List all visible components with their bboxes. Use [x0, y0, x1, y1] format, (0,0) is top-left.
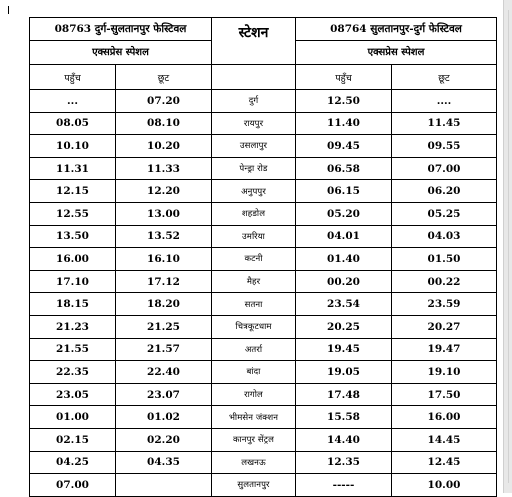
right-departure-time: 10.00 — [392, 474, 497, 497]
left-departure-time: 22.40 — [116, 361, 212, 384]
right-arrival-time: ----- — [296, 474, 392, 497]
left-departure-time: 18.20 — [116, 293, 212, 316]
station-name: बांदा — [212, 361, 296, 384]
left-train-subtitle: एक्सप्रेस स्पेशल — [30, 41, 212, 65]
table-row — [30, 248, 497, 271]
right-departure-time: 19.47 — [392, 338, 497, 361]
right-departure-time: .... — [392, 90, 497, 113]
table-row — [30, 225, 497, 248]
left-departure-time: 02.20 — [116, 428, 212, 451]
right-departure-time: 04.03 — [392, 225, 497, 248]
left-arrival-time: 02.15 — [30, 428, 116, 451]
station-name: उसलापुर — [212, 135, 296, 158]
station-name: सतना — [212, 293, 296, 316]
right-departure-time: 23.59 — [392, 293, 497, 316]
station-name: मैहर — [212, 270, 296, 293]
station-name: रायपुर — [212, 112, 296, 135]
left-departure-header: छूट — [116, 65, 212, 90]
left-departure-time: 21.57 — [116, 338, 212, 361]
left-arrival-time: 21.23 — [30, 315, 116, 338]
left-departure-time: 11.33 — [116, 157, 212, 180]
left-departure-time: 07.20 — [116, 90, 212, 113]
right-arrival-time: 19.05 — [296, 361, 392, 384]
right-arrival-time: 01.40 — [296, 248, 392, 271]
right-departure-time: 01.50 — [392, 248, 497, 271]
station-name: रागोल — [212, 383, 296, 406]
right-train-subtitle: एक्सप्रेस स्पेशल — [296, 41, 497, 65]
left-arrival-time: 12.55 — [30, 202, 116, 225]
right-departure-time: 19.10 — [392, 361, 497, 384]
left-arrival-time: 07.00 — [30, 474, 116, 497]
left-arrival-time: 10.10 — [30, 135, 116, 158]
station-name: अतर्रा — [212, 338, 296, 361]
left-departure-time: 01.02 — [116, 406, 212, 429]
right-departure-time: 07.00 — [392, 157, 497, 180]
left-arrival-time: 22.35 — [30, 361, 116, 384]
right-arrival-time: 17.48 — [296, 383, 392, 406]
right-arrival-time: 12.35 — [296, 451, 392, 474]
left-arrival-time: ... — [30, 90, 116, 113]
scrollbar-track — [508, 10, 509, 483]
right-arrival-time: 04.01 — [296, 225, 392, 248]
right-arrival-header: पहुँच — [296, 65, 392, 90]
table-row — [30, 90, 497, 113]
left-departure-time: 16.10 — [116, 248, 212, 271]
right-departure-header: छूट — [392, 65, 497, 90]
right-arrival-time: 11.40 — [296, 112, 392, 135]
right-departure-time: 06.20 — [392, 180, 497, 203]
left-departure-time: 21.25 — [116, 315, 212, 338]
left-arrival-time: 04.25 — [30, 451, 116, 474]
left-arrival-header: पहुँच — [30, 65, 116, 90]
station-name: भीमसेन जंक्शन — [212, 406, 296, 429]
left-departure-time: 12.20 — [116, 180, 212, 203]
table-row — [30, 135, 497, 158]
right-departure-time: 11.45 — [392, 112, 497, 135]
station-name: चित्रकूटधाम — [212, 315, 296, 338]
table-row — [30, 406, 497, 429]
right-departure-time: 12.45 — [392, 451, 497, 474]
left-departure-time: 04.35 — [116, 451, 212, 474]
table-row — [30, 338, 497, 361]
table-row — [30, 270, 497, 293]
left-arrival-time: 17.10 — [30, 270, 116, 293]
table-row — [30, 428, 497, 451]
left-departure-time: 17.12 — [116, 270, 212, 293]
left-arrival-time: 23.05 — [30, 383, 116, 406]
station-name: अनुपपुर — [212, 180, 296, 203]
left-arrival-time: 18.15 — [30, 293, 116, 316]
right-departure-time: 09.55 — [392, 135, 497, 158]
right-departure-time: 20.27 — [392, 315, 497, 338]
right-departure-time: 05.25 — [392, 202, 497, 225]
right-departure-time: 14.45 — [392, 428, 497, 451]
station-name: उमरिया — [212, 225, 296, 248]
right-train-title: 08764 सुलतानपुर-दुर्ग फेस्टिवल — [296, 18, 497, 41]
vertical-scrollbar[interactable] — [503, 0, 512, 493]
right-arrival-time: 09.45 — [296, 135, 392, 158]
station-header-spacer — [212, 65, 296, 90]
right-arrival-time: 19.45 — [296, 338, 392, 361]
train-timetable — [29, 17, 497, 497]
right-departure-time: 00.22 — [392, 270, 497, 293]
right-arrival-time: 05.20 — [296, 202, 392, 225]
left-arrival-time: 11.31 — [30, 157, 116, 180]
table-row — [30, 383, 497, 406]
left-departure-time: 13.52 — [116, 225, 212, 248]
table-row — [30, 451, 497, 474]
station-name: कानपुर सेंट्रल — [212, 428, 296, 451]
station-name: सुलतानपुर — [212, 474, 296, 497]
right-departure-time: 16.00 — [392, 406, 497, 429]
table-row — [30, 361, 497, 384]
left-arrival-time: 12.15 — [30, 180, 116, 203]
right-arrival-time: 14.40 — [296, 428, 392, 451]
station-name: कटनी — [212, 248, 296, 271]
right-arrival-time: 23.54 — [296, 293, 392, 316]
left-departure-time: 08.10 — [116, 112, 212, 135]
station-name: लखनऊ — [212, 451, 296, 474]
left-departure-time: 10.20 — [116, 135, 212, 158]
station-name: पेन्ड्रा रोड — [212, 157, 296, 180]
right-arrival-time: 12.50 — [296, 90, 392, 113]
right-arrival-time: 15.58 — [296, 406, 392, 429]
station-name: शहडोल — [212, 202, 296, 225]
left-arrival-time: 08.05 — [30, 112, 116, 135]
station-name: दुर्ग — [212, 90, 296, 113]
left-departure-time: 23.07 — [116, 383, 212, 406]
left-departure-time: 13.00 — [116, 202, 212, 225]
table-row — [30, 112, 497, 135]
left-arrival-time: 01.00 — [30, 406, 116, 429]
right-arrival-time: 06.15 — [296, 180, 392, 203]
table-row — [30, 180, 497, 203]
table-row — [30, 293, 497, 316]
table-row — [30, 202, 497, 225]
left-arrival-time: 13.50 — [30, 225, 116, 248]
right-arrival-time: 20.25 — [296, 315, 392, 338]
right-departure-time: 17.50 — [392, 383, 497, 406]
station-column-header: स्टेशन — [212, 18, 296, 65]
table-row — [30, 315, 497, 338]
text-cursor — [8, 6, 9, 14]
left-arrival-time: 16.00 — [30, 248, 116, 271]
right-arrival-time: 06.58 — [296, 157, 392, 180]
right-arrival-time: 00.20 — [296, 270, 392, 293]
left-train-title: 08763 दुर्ग-सुलतानपुर फेस्टिवल — [30, 18, 212, 41]
left-arrival-time: 21.55 — [30, 338, 116, 361]
table-row — [30, 157, 497, 180]
